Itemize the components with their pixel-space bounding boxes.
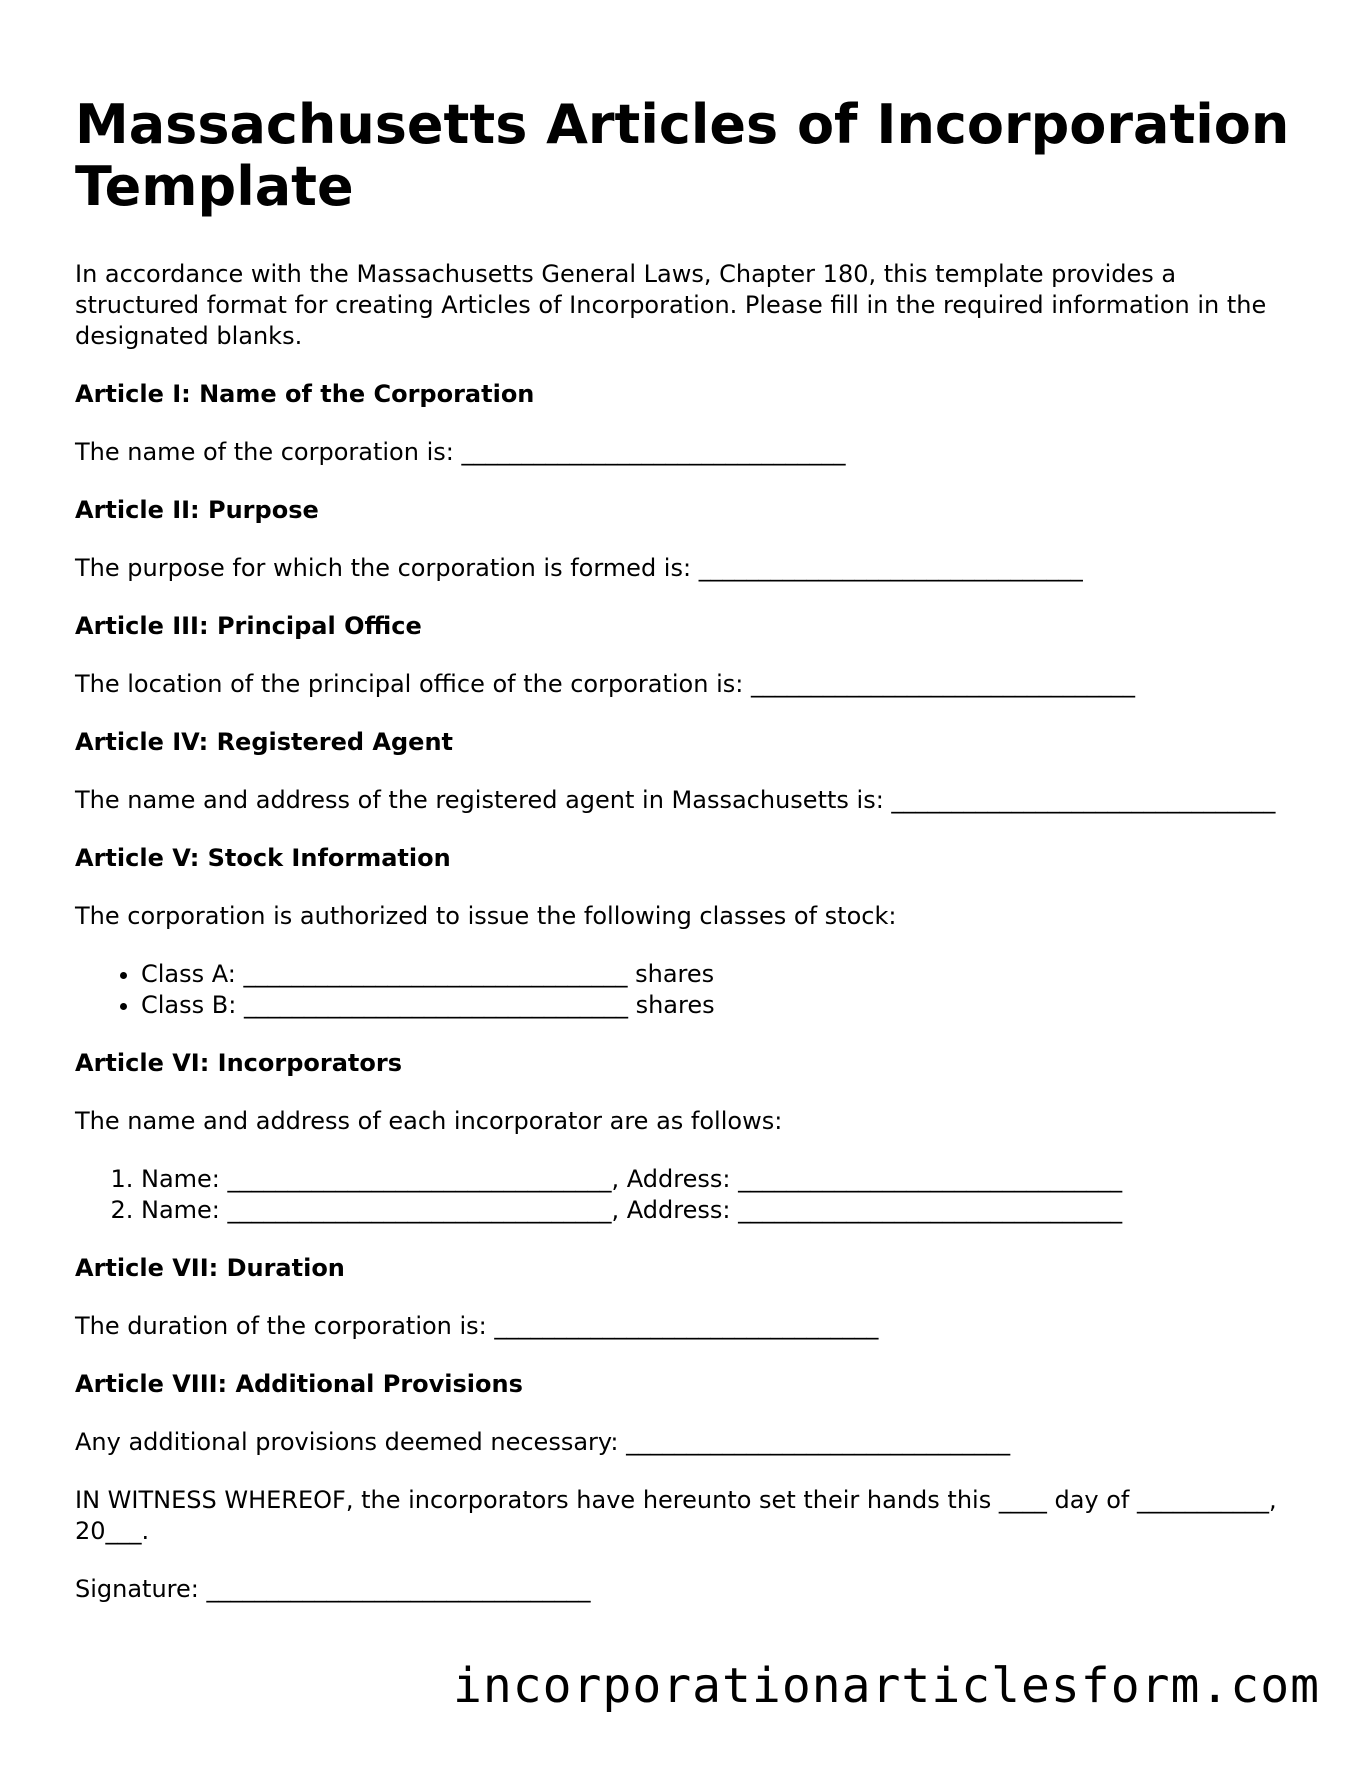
list-item: 2. Name: ________________________________, Address: ________________________________: [141, 1195, 1295, 1226]
incorporator-list: [75, 1164, 1295, 1226]
article-2-heading: Article II: Purpose: [75, 496, 319, 524]
stock-class-list: [75, 959, 1295, 1021]
signature-line: Signature: ________________________________: [75, 1575, 591, 1603]
article-6-heading: Article VI: Incorporators: [75, 1049, 402, 1077]
list-item: • Class A: ________________________________ shares: [141, 959, 1295, 990]
witness-statement: IN WITNESS WHEREOF, the incorporators have hereunto set their hands this ____ day of ___________, 20___.: [75, 1486, 1277, 1545]
article-4-heading: Article IV: Registered Agent: [75, 728, 454, 756]
article-1-text: The name of the corporation is: ________________________________: [75, 438, 846, 466]
document-title: Massachusetts Articles of Incorporation Template: [75, 93, 1290, 218]
article-7-text: The duration of the corporation is: ________________________________: [75, 1312, 879, 1340]
article-3-text: The location of the principal office of the corporation is: ________________________________: [75, 670, 1135, 698]
intro-paragraph: In accordance with the Massachusetts General Laws, Chapter 180, this template provides a structured format for creating Articles of Incorporation. Please fill in the required information in the designated blanks.: [75, 260, 1267, 350]
article-5-text: The corporation is authorized to issue the following classes of stock:: [75, 902, 897, 930]
article-8-heading: Article VIII: Additional Provisions: [75, 1370, 523, 1398]
article-8-text: Any additional provisions deemed necessary: ________________________________: [75, 1428, 1011, 1456]
article-6-text: The name and address of each incorporator are as follows:: [75, 1107, 783, 1135]
article-3-heading: Article III: Principal Office: [75, 612, 422, 640]
list-item: • Class B: ________________________________ shares: [141, 990, 1295, 1021]
list-item: 1. Name: ________________________________, Address: ________________________________: [141, 1164, 1295, 1195]
article-4-text: The name and address of the registered agent in Massachusetts is: ________________________________: [75, 786, 1276, 814]
article-2-text: The purpose for which the corporation is formed is: ________________________________: [75, 554, 1083, 582]
article-7-heading: Article VII: Duration: [75, 1254, 345, 1282]
article-5-heading: Article V: Stock Information: [75, 844, 451, 872]
document-page: [75, 94, 1295, 1605]
article-1-heading: Article I: Name of the Corporation: [75, 380, 535, 408]
site-watermark: incorporationarticlesform.com: [452, 1658, 1320, 1714]
